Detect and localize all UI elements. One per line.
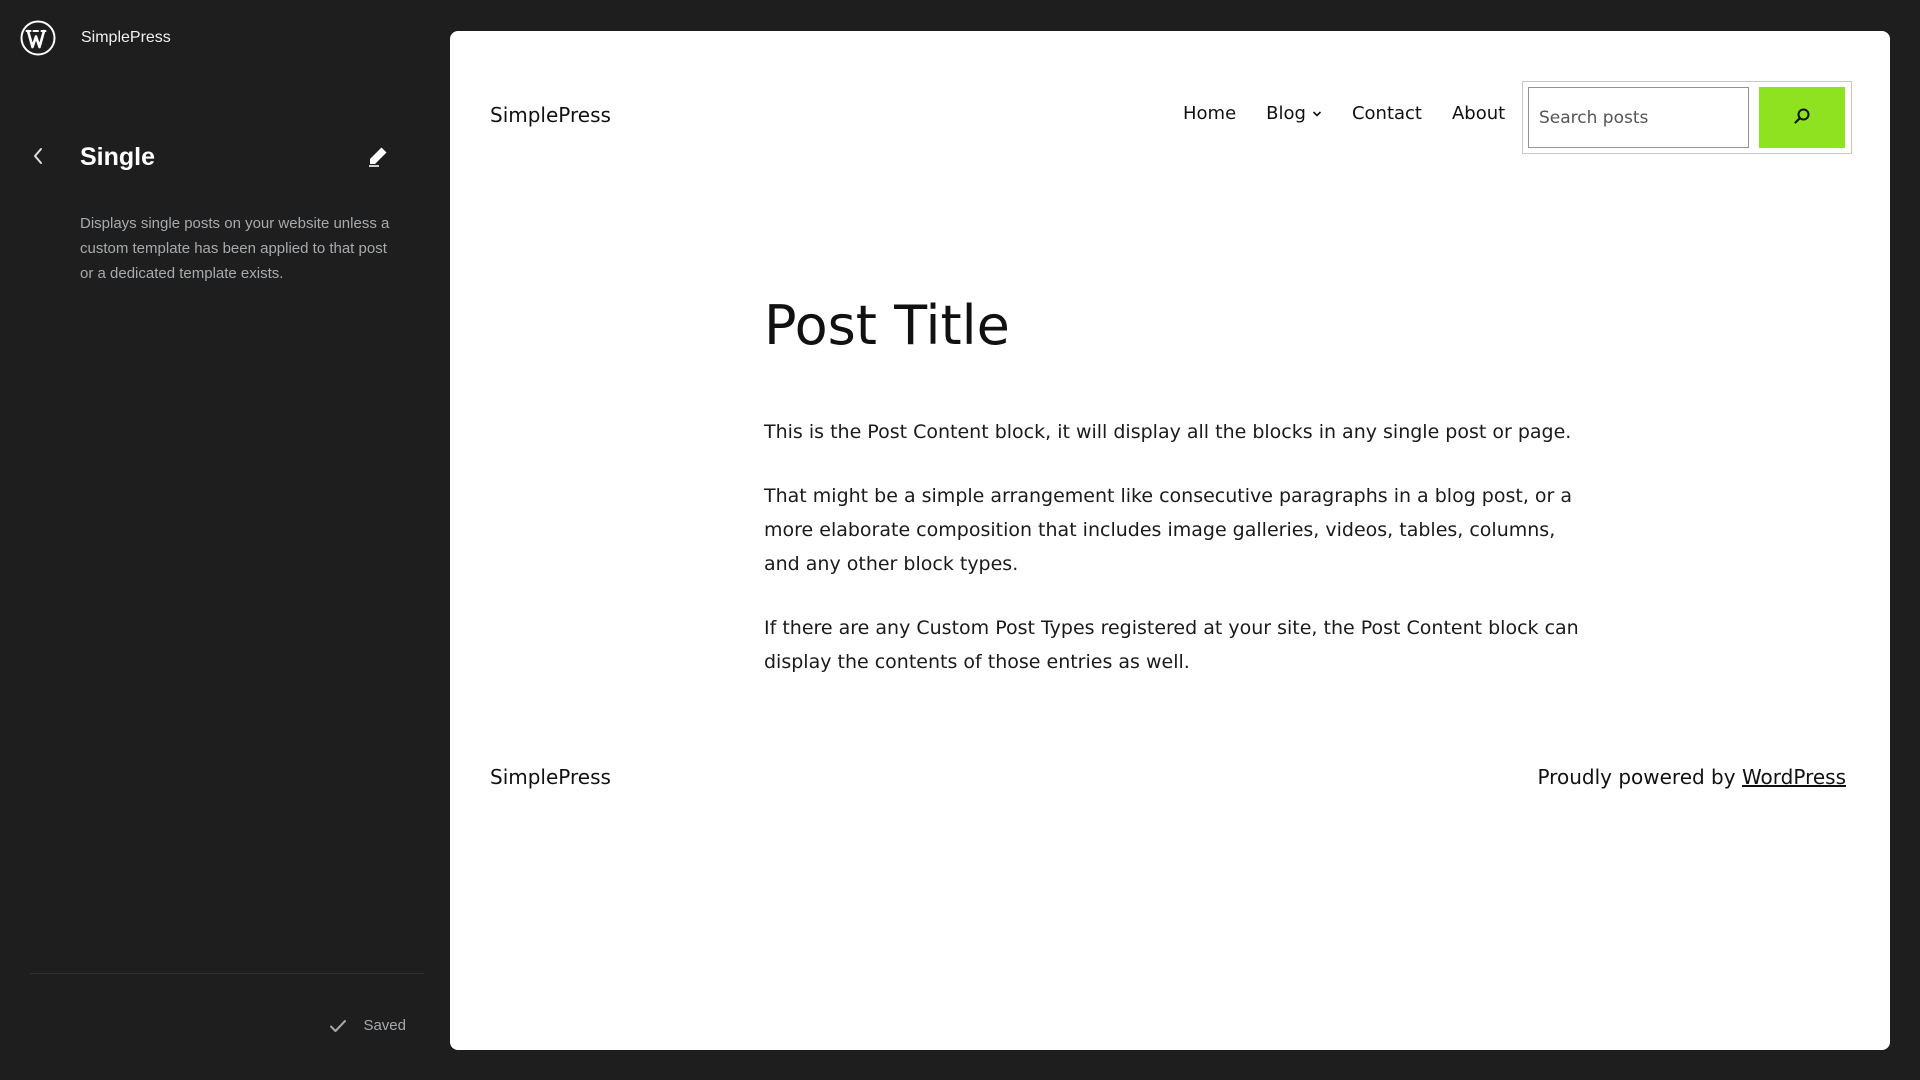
footer-credit — [1537, 765, 1846, 789]
search-input[interactable] — [1528, 87, 1749, 148]
chevron-left-icon — [31, 146, 45, 171]
post-paragraph: That might be a simple arrangement like consecutive paragraphs in a blog post, or a more elaborate composition that includes image galleries, videos, tables, columns, and any other block types. — [764, 485, 1573, 575]
search-button[interactable] — [1759, 87, 1845, 148]
wordpress-logo-icon[interactable] — [20, 20, 56, 56]
sidebar-header — [20, 18, 171, 58]
save-status — [329, 1017, 406, 1034]
check-icon — [329, 1018, 347, 1034]
nav-item-home[interactable] — [1183, 103, 1236, 124]
template-description: Displays single posts on your website unless a custom template has been applied to that post or a dedicated template exists. — [80, 215, 390, 282]
search-icon — [1793, 107, 1811, 128]
footer-site-title[interactable]: SimplePress — [490, 765, 611, 789]
nav-item-blog[interactable] — [1266, 103, 1322, 124]
post-title: Post Title — [764, 294, 1010, 357]
template-preview-canvas[interactable] — [450, 31, 1890, 1050]
chevron-down-icon — [1312, 110, 1322, 118]
header-site-title[interactable]: SimplePress — [490, 103, 611, 127]
sidebar-divider — [30, 973, 424, 974]
nav-label: About — [1451, 103, 1506, 124]
edit-template-button[interactable] — [364, 144, 392, 172]
nav-item-about[interactable] — [1452, 103, 1505, 124]
powered-by-text: Proudly powered by — [1537, 765, 1742, 789]
header-navigation — [1183, 103, 1505, 124]
post-paragraph: If there are any Custom Post Types registered at your site, the Post Content block can display the contents of those entries as well. — [764, 617, 1579, 673]
post-paragraph: This is the Post Content block, it will display all the blocks in any single post or page. — [764, 421, 1572, 443]
template-title: Single — [80, 143, 156, 171]
nav-label: Blog — [1266, 103, 1306, 124]
wordpress-link[interactable]: WordPress — [1741, 765, 1846, 789]
saved-label: Saved — [363, 1017, 406, 1034]
nav-label: Home — [1183, 103, 1237, 124]
post-content — [764, 415, 1584, 709]
search-block — [1522, 81, 1852, 154]
site-editor-sidebar — [0, 0, 450, 1080]
nav-label: Contact — [1351, 103, 1422, 124]
nav-item-contact[interactable] — [1352, 103, 1422, 124]
back-button[interactable] — [26, 146, 50, 170]
site-name[interactable]: SimplePress — [81, 29, 171, 46]
pencil-icon — [366, 144, 390, 173]
